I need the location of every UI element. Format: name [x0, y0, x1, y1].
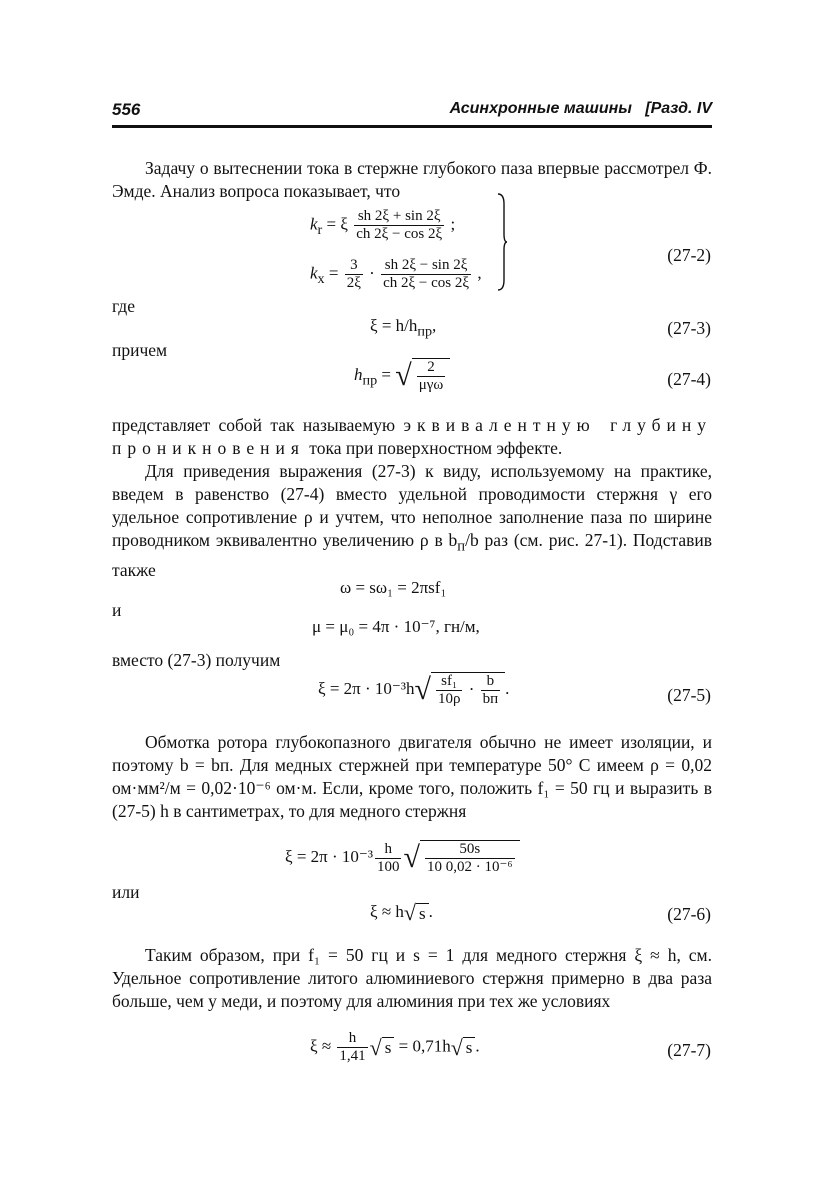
equation-27-3 [370, 316, 436, 340]
kx-coef-den: 2ξ [346, 275, 361, 291]
hpr-symbol: h [354, 364, 363, 384]
hpr-sub: пр [362, 372, 378, 389]
eq-number-27-3: (27-3) [667, 318, 711, 338]
paragraph-intro: Задачу о вытеснении тока в стержне глубокого паза впервые рассмотрел Ф. Эмде. Анализ вопроса показывает, что [112, 158, 712, 201]
eq-27-3-expr: ξ = h/h [370, 316, 418, 335]
eq-27-6-tail: . [428, 901, 433, 921]
paragraph-copper: Обмотка ротора глубокопазного двигателя обычно не имеет изоляции, и поэтому b = bп. Для медных стержней при температуре 50° С имеем ρ = 0,02 ом·мм²/м = 0,02·10⁻⁶ ом·м. Если, кроме того, положить f₁ = 50 гц и выразить в (27-5) h в сантиметрах, то для медного стержня [112, 732, 712, 821]
kx-den: ch 2ξ − cos 2ξ [383, 275, 470, 291]
word-ili: или [112, 882, 140, 902]
xi-cu-frac [425, 841, 515, 876]
kx-fraction [381, 257, 471, 292]
equation-27-4 [354, 358, 450, 394]
eq-27-4-num: 2 [417, 359, 446, 377]
paragraph-derivation [112, 460, 712, 582]
eq-number-27-4: (27-4) [667, 369, 711, 389]
kx-tail: , [473, 263, 482, 283]
xi-cu-num: 50s [425, 841, 515, 859]
eq-27-4-den: μγω [418, 377, 444, 393]
eq-27-4-eq: = [377, 364, 396, 384]
kr-fraction [354, 208, 444, 243]
page-number: 556 [112, 100, 141, 119]
running-title: Асинхронные машины [Разд. IV [449, 100, 712, 117]
sqrt-27-5: √ $\frac{\text{sf₁}}{10\rho}$ · $\frac{b}{bп}$ [414, 672, 505, 708]
eq-27-6-lhs: ξ ≈ h [370, 901, 404, 921]
eq-27-5-num1: sf₁ [436, 673, 463, 691]
paragraph-definition [112, 414, 712, 460]
equation-kr [310, 208, 455, 243]
p3-sub: п [457, 538, 466, 555]
sqrt-27-6: √ s [404, 900, 429, 926]
xi-cu-den: 10 0,02 · 10⁻⁶ [426, 859, 513, 875]
p3-tail: /b раз (см. рис. 27-1). Подставив также [112, 530, 712, 580]
equation-27-7 [310, 1030, 480, 1065]
xi-cu-hnum: h [375, 841, 402, 859]
equation-kx: $k_x$ = $\frac{3}{2\xi}$ · $\frac{sh 2\xi - \sin 2\xi}{ch 2\xi - \cos 2\xi}$ , [310, 257, 482, 291]
eq-27-7-frac [337, 1030, 367, 1065]
eq-27-5-den2: bп [482, 691, 499, 707]
equation-omega: ω = sω₁ = 2πsf₁ [340, 578, 447, 597]
eq-27-7-tail: . [475, 1036, 480, 1056]
equation-xi-copper [285, 840, 520, 876]
eq-number-27-5: (27-5) [667, 685, 711, 705]
running-header [112, 100, 712, 126]
paragraph-obtain: вместо (27-3) получим [112, 650, 281, 670]
right-brace [497, 192, 507, 292]
eq-27-5-num2: b [481, 673, 501, 691]
eq-27-5-lhs: ξ = 2π · 10⁻³h [318, 678, 415, 698]
kr-num: sh 2ξ + sin 2ξ [354, 208, 444, 226]
frac-27-5-a [436, 673, 463, 708]
paragraph-aluminium: Таким образом, при f₁ = 50 гц и s = 1 для медного стержня ξ ≈ h, см. Удельное сопротивление литого алюминиевого стержня примерно в два раза больше, чем у меди, и поэтому для алюминия при тех же условиях [112, 945, 712, 1011]
eq-27-7-den: 1,41 [339, 1048, 366, 1064]
p2-c: тока при поверхностном эффекте. [304, 438, 563, 458]
sqrt-27-4: √ $\frac{2}{\text{μγω}}$ [395, 358, 450, 394]
eq-27-7-rad1: s [382, 1037, 395, 1058]
p3-text: Для приведения выражения (27-3) к виду, используемому на практике, введем в равенство (27-4) вместо удельной проводимости стержня γ его удельное сопротивление ρ и учтем, что неполное заполнение паза по ширине проводником эквивалентно увеличению ρ в b [112, 461, 712, 550]
kx-symbol: k [310, 263, 318, 283]
word-i: и [112, 600, 122, 620]
equation-27-6 [370, 900, 433, 926]
kx-coef [345, 257, 363, 292]
kr-sub: r [317, 221, 323, 238]
eq-27-7-rad2: s [463, 1037, 476, 1058]
equation-27-5 [318, 672, 509, 708]
word-prichem: причем [112, 340, 168, 360]
kr-symbol: k [310, 214, 318, 234]
eq-27-7-mid: = 0,71h [394, 1036, 451, 1056]
p2-a: представляет собой так называемую [112, 415, 404, 435]
sqrt-27-7-b: √ s [451, 1035, 476, 1061]
eq-27-5-tail: . [505, 678, 510, 698]
eq-number-27-2: (27-2) [667, 245, 711, 265]
sqrt-27-7-a: √ s [370, 1035, 395, 1061]
kr-tail: ; [446, 214, 456, 234]
kr-den: ch 2ξ − cos 2ξ [356, 226, 443, 242]
frac-27-4 [417, 359, 446, 394]
eq-27-5-den1: 10ρ [437, 691, 461, 707]
eq-27-7-lhs: ξ ≈ [310, 1036, 336, 1056]
eq-27-3-tail: , [432, 316, 437, 335]
eq-27-7-num: h [337, 1030, 367, 1048]
xi-cu-lhs: ξ = 2π · 10⁻³ [285, 846, 373, 866]
header-rule [112, 125, 712, 128]
kr-mid: = ξ [322, 214, 353, 234]
eq-number-27-7: (27-7) [667, 1040, 711, 1060]
eq-27-6-rad: s [416, 903, 429, 924]
frac-27-5-b [481, 673, 501, 708]
xi-cu-hfrac [375, 841, 402, 876]
eq-number-27-6: (27-6) [667, 904, 711, 924]
word-gde: где [112, 296, 135, 316]
sqrt-xi-cu: √ $\frac{50s}{\text{10 0,02 · 10⁻⁶}}$ [403, 840, 519, 876]
kx-num: sh 2ξ − sin 2ξ [381, 257, 471, 275]
xi-cu-hden: 100 [376, 858, 400, 875]
eq-27-3-sub: пр [417, 323, 433, 340]
kx-coef-num: 3 [345, 257, 363, 275]
equation-mu: μ = μ₀ = 4π · 10⁻⁷, гн/м, [312, 617, 480, 636]
kx-sub: x [317, 270, 325, 287]
p2-emphasis: эквивалентную глубину проникновения [112, 415, 712, 458]
